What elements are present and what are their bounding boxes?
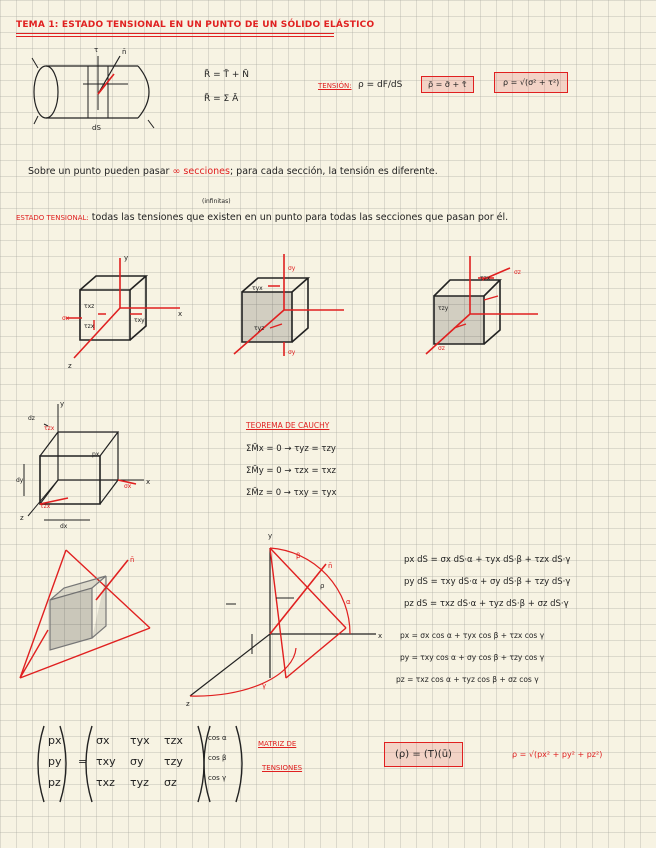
matrix-py: py	[48, 755, 62, 768]
estado-definition	[16, 212, 508, 223]
equilibrium-5: py = τxy cos α + σy cos β + τzy cos γ	[400, 653, 545, 662]
matrix-px: px	[48, 734, 62, 747]
matrix-p	[48, 734, 62, 789]
cube3-sz-bottom: σz	[438, 345, 445, 352]
axes-x: x	[378, 632, 383, 640]
page-title: TEMA 1: ESTADO TENSIONAL EN UN PUNTO DE UN SÓLIDO ELÁSTICO	[16, 20, 375, 30]
cauchy-tetrahedron	[16, 548, 166, 678]
small-z: z	[20, 514, 24, 522]
t21: τyz	[130, 776, 149, 789]
equilibrium-3: pz dS = τxz dS·α + τyz dS·β + σz dS·γ	[404, 599, 569, 609]
stress-cube-3	[414, 250, 544, 370]
sentence-pre: Sobre un punto pueden pasar	[28, 166, 173, 177]
cauchy-title: TEOREMA DE CAUCHY	[246, 421, 330, 430]
cube1-txy: τxy	[134, 317, 145, 324]
axes-y: y	[268, 532, 273, 540]
cube1-txz: τxz	[84, 303, 95, 310]
small-dz: dz	[28, 415, 35, 422]
estado-note: (infinitas)	[202, 198, 231, 205]
eq-r-sum: R̄ = Σ Ā	[204, 94, 239, 104]
small-dx: dx	[60, 523, 68, 530]
axes-n: n̄	[328, 562, 333, 570]
cube1-x: x	[178, 310, 183, 318]
matrix-equals: =	[78, 755, 88, 768]
small-y: y	[60, 400, 65, 408]
estado-label: ESTADO TENSIONAL:	[16, 214, 89, 222]
small-dy: dy	[16, 477, 24, 484]
matrix-cos	[208, 734, 227, 782]
sentence-sections	[28, 166, 438, 177]
t22: σz	[164, 776, 177, 789]
matrix-pz: pz	[48, 776, 61, 789]
cube1-sx: σx	[62, 315, 70, 322]
stress-cube-1	[60, 250, 190, 370]
differential-cube	[14, 400, 154, 530]
cos-b: cos β	[208, 754, 227, 762]
t01: τyx	[130, 734, 150, 747]
small-px: px	[92, 451, 100, 458]
cube2-tyx: τyx	[252, 285, 263, 292]
cube1-z: z	[68, 362, 72, 370]
cube2-sy-bottom: σy	[288, 349, 296, 356]
axes-gamma: γ	[262, 682, 267, 690]
direction-cosines-figure	[186, 528, 386, 708]
fig1-t-label: τ	[94, 46, 99, 54]
cos-a: cos α	[208, 734, 227, 742]
t11: σy	[130, 755, 144, 768]
cauchy-eq-y: ΣM̄y = 0 → τzx = τxz	[246, 466, 336, 476]
t02: τzx	[164, 734, 183, 747]
small-tzx-top: τzx	[44, 425, 55, 432]
equilibrium-1: px dS = σx dS·α + τyx dS·β + τzx dS·γ	[404, 555, 571, 565]
eq-r-tn: R̄ = T̄ + N̄	[204, 70, 250, 80]
tension-box-modulus: ρ = √(σ² + τ²)	[494, 72, 568, 93]
cylinder-figure	[28, 44, 208, 134]
title-underline-2	[16, 36, 334, 37]
title-underline	[16, 33, 334, 34]
matrix-label-1: MATRIZ DE	[258, 740, 297, 748]
sentence-post: ; para cada sección, la tensión es diferente.	[229, 166, 438, 177]
cube2-tyz: τyz	[254, 325, 265, 332]
cube3-tzx: τzx	[480, 275, 491, 282]
cube3-sz: σz	[514, 269, 521, 276]
cauchy-eq-x: ΣM̄x = 0 → τyz = τzy	[246, 444, 336, 454]
estado-text: todas las tensiones que existen en un punto para todas las secciones que pasan por él.	[91, 212, 509, 223]
fig1-n-label: n̄	[122, 48, 127, 56]
cube1-y: y	[124, 254, 129, 262]
tension-formula: ρ = dF/dS	[358, 80, 403, 90]
equilibrium-6: pz = τxz cos α + τyz cos β + σz cos γ	[396, 675, 539, 684]
axes-rho: ρ	[320, 582, 325, 590]
tetra-n: n̄	[130, 556, 135, 564]
stress-cube-2	[224, 250, 354, 370]
rho-modulus: ρ = √(px² + py² + pz²)	[512, 750, 603, 759]
stress-matrix	[96, 734, 198, 789]
t10: τxy	[96, 755, 116, 768]
matrix-label-2: TENSIONES	[262, 764, 303, 772]
t00: σx	[96, 734, 110, 747]
matrix-box: (ρ) = (T)(ū)	[384, 742, 463, 767]
cube3-tzy: τzy	[438, 305, 449, 312]
sentence-red: ∞ secciones	[172, 166, 230, 177]
axes-z: z	[186, 700, 190, 708]
tension-box-vector: ρ̄ = σ̄ + τ̄	[421, 76, 474, 93]
t12: τzy	[164, 755, 183, 768]
tension-label: TENSIÓN:	[318, 82, 352, 90]
small-tzx: τzx	[40, 503, 51, 510]
cauchy-eq-z: ΣM̄z = 0 → τxy = τyx	[246, 488, 337, 498]
small-x: x	[146, 478, 151, 486]
axes-alpha: α	[346, 598, 351, 606]
t20: τxz	[96, 776, 115, 789]
equilibrium-4: px = σx cos α + τyx cos β + τzx cos γ	[400, 631, 545, 640]
small-sx: σx	[124, 483, 132, 490]
cube1-tzx: τzx	[84, 323, 95, 330]
axes-beta: β	[296, 552, 301, 560]
fig1-ds-label: dS	[92, 124, 101, 132]
cube2-sy: σy	[288, 265, 296, 272]
cos-g: cos γ	[208, 774, 227, 782]
equilibrium-2: py dS = τxy dS·α + σy dS·β + τzy dS·γ	[404, 577, 571, 587]
